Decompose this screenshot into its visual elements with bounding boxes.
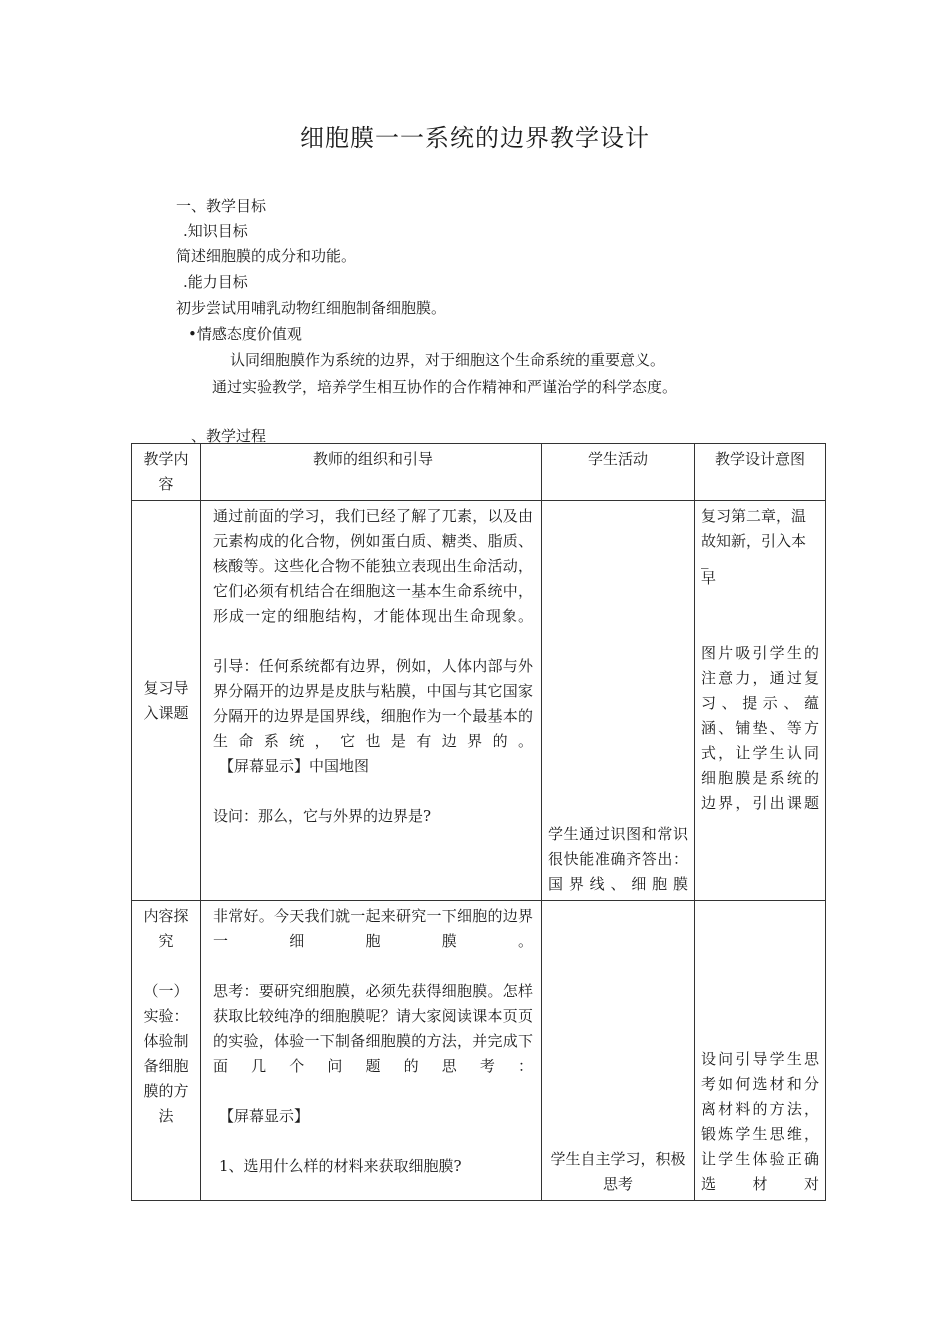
row1-intent-2: _ <box>701 551 709 569</box>
header-teacher: 教师的组织和引导 <box>201 444 542 501</box>
ability-label: .能力目标 <box>183 273 248 291</box>
row1-teacher-p1: 通过前面的学习，我们已经了解了兀素，以及由元素构成的化合物，例如蛋白质、糖类、脂质、核酸等。这些化合物不能独立表现出生命活动，它们必须有机结合在细胞这一基本生命系统中，形成一定的细胞结构，才能体现出生命现象。 <box>213 507 533 625</box>
row1-teacher-p2: 引导：任何系统都有边界，例如，人体内部与外界分隔开的边界是皮肤与粘膜，中国与其它国家分隔开的边界是国界线，细胞作为一个最基本的生命系统，它也是有边界的。 <box>213 657 533 750</box>
table-header-row <box>132 444 826 501</box>
table-row <box>132 901 826 1201</box>
header-content: 教学内容 <box>132 444 201 501</box>
knowledge-label: .知识目标 <box>183 222 248 240</box>
row2-teacher-p2: 思考：要研究细胞膜，必须先获得细胞膜。怎样获取比较纯净的细胞膜呢？请大家阅读课本页页的实验，体验一下制备细胞膜的方法，并完成下面几个问题的思考： <box>213 982 533 1075</box>
row2-intent <box>695 901 826 1201</box>
row1-student-text: 学生通过识图和常识很快能准确齐答出：国界线、细胞膜 <box>548 825 688 893</box>
attitude-text-2: 通过实验教学，培养学生相互协作的合作精神和严谨治学的科学态度。 <box>212 378 678 396</box>
row2-teacher-p1: 非常好。今天我们就一起来研究一下细胞的边界一细胞膜。 <box>213 907 533 950</box>
row1-intent-4: 图片吸引学生的注意力，通过复习、提示、蕴涵、铺垫、等方式，让学生认同细胞膜是系统的边界，引出课题 <box>701 644 819 812</box>
header-intent: 教学设计意图 <box>695 444 826 501</box>
row2-teacher-p3: 【屏幕显示】 <box>219 1107 310 1125</box>
process-heading: 、教学过程 <box>191 427 267 445</box>
row1-teacher-p4: 设问：那么，它与外界的边界是? <box>213 807 432 825</box>
row2-teacher <box>201 901 542 1201</box>
row1-intent-1: 复习第二章，温故知新，引入本 <box>701 507 807 550</box>
row1-teacher <box>201 501 542 901</box>
row1-intent <box>695 501 826 901</box>
row2-content-3: 实验：体验制备细胞膜的方法 <box>143 1007 189 1125</box>
row2-content <box>132 901 201 1201</box>
objectives-heading: 一、教学目标 <box>176 197 267 215</box>
row2-student: 学生自主学习，积极思考 <box>542 901 695 1201</box>
table-row <box>132 501 826 901</box>
page-title: 细胞膜一一系统的边界教学设计 <box>300 124 650 152</box>
row1-intent-3: 早 <box>701 569 717 587</box>
attitude-label: •情感态度价值观 <box>188 325 302 343</box>
row2-content-1: 内容探究 <box>143 907 189 950</box>
row1-content: 复习导入课题 <box>132 501 201 901</box>
ability-text: 初步尝试用哺乳动物红细胞制备细胞膜。 <box>176 299 447 317</box>
row2-intent-text: 设问引导学生思考如何选材和分离材料的方法，锻炼学生思维，让学生体验正确选材对 <box>701 1050 819 1193</box>
header-student: 学生活动 <box>542 444 695 501</box>
row1-teacher-p3: 【屏幕显示】中国地图 <box>219 757 370 775</box>
attitude-text-1: 认同细胞膜作为系统的边界，对于细胞这个生命系统的重要意义。 <box>230 351 666 369</box>
knowledge-text: 简述细胞膜的成分和功能。 <box>176 247 357 265</box>
row2-teacher-p4: 1、选用什么样的材料来获取细胞膜? <box>219 1157 462 1175</box>
teaching-process-table <box>131 443 826 1201</box>
row2-content-2: （一） <box>143 982 189 1000</box>
row1-student <box>542 501 695 901</box>
